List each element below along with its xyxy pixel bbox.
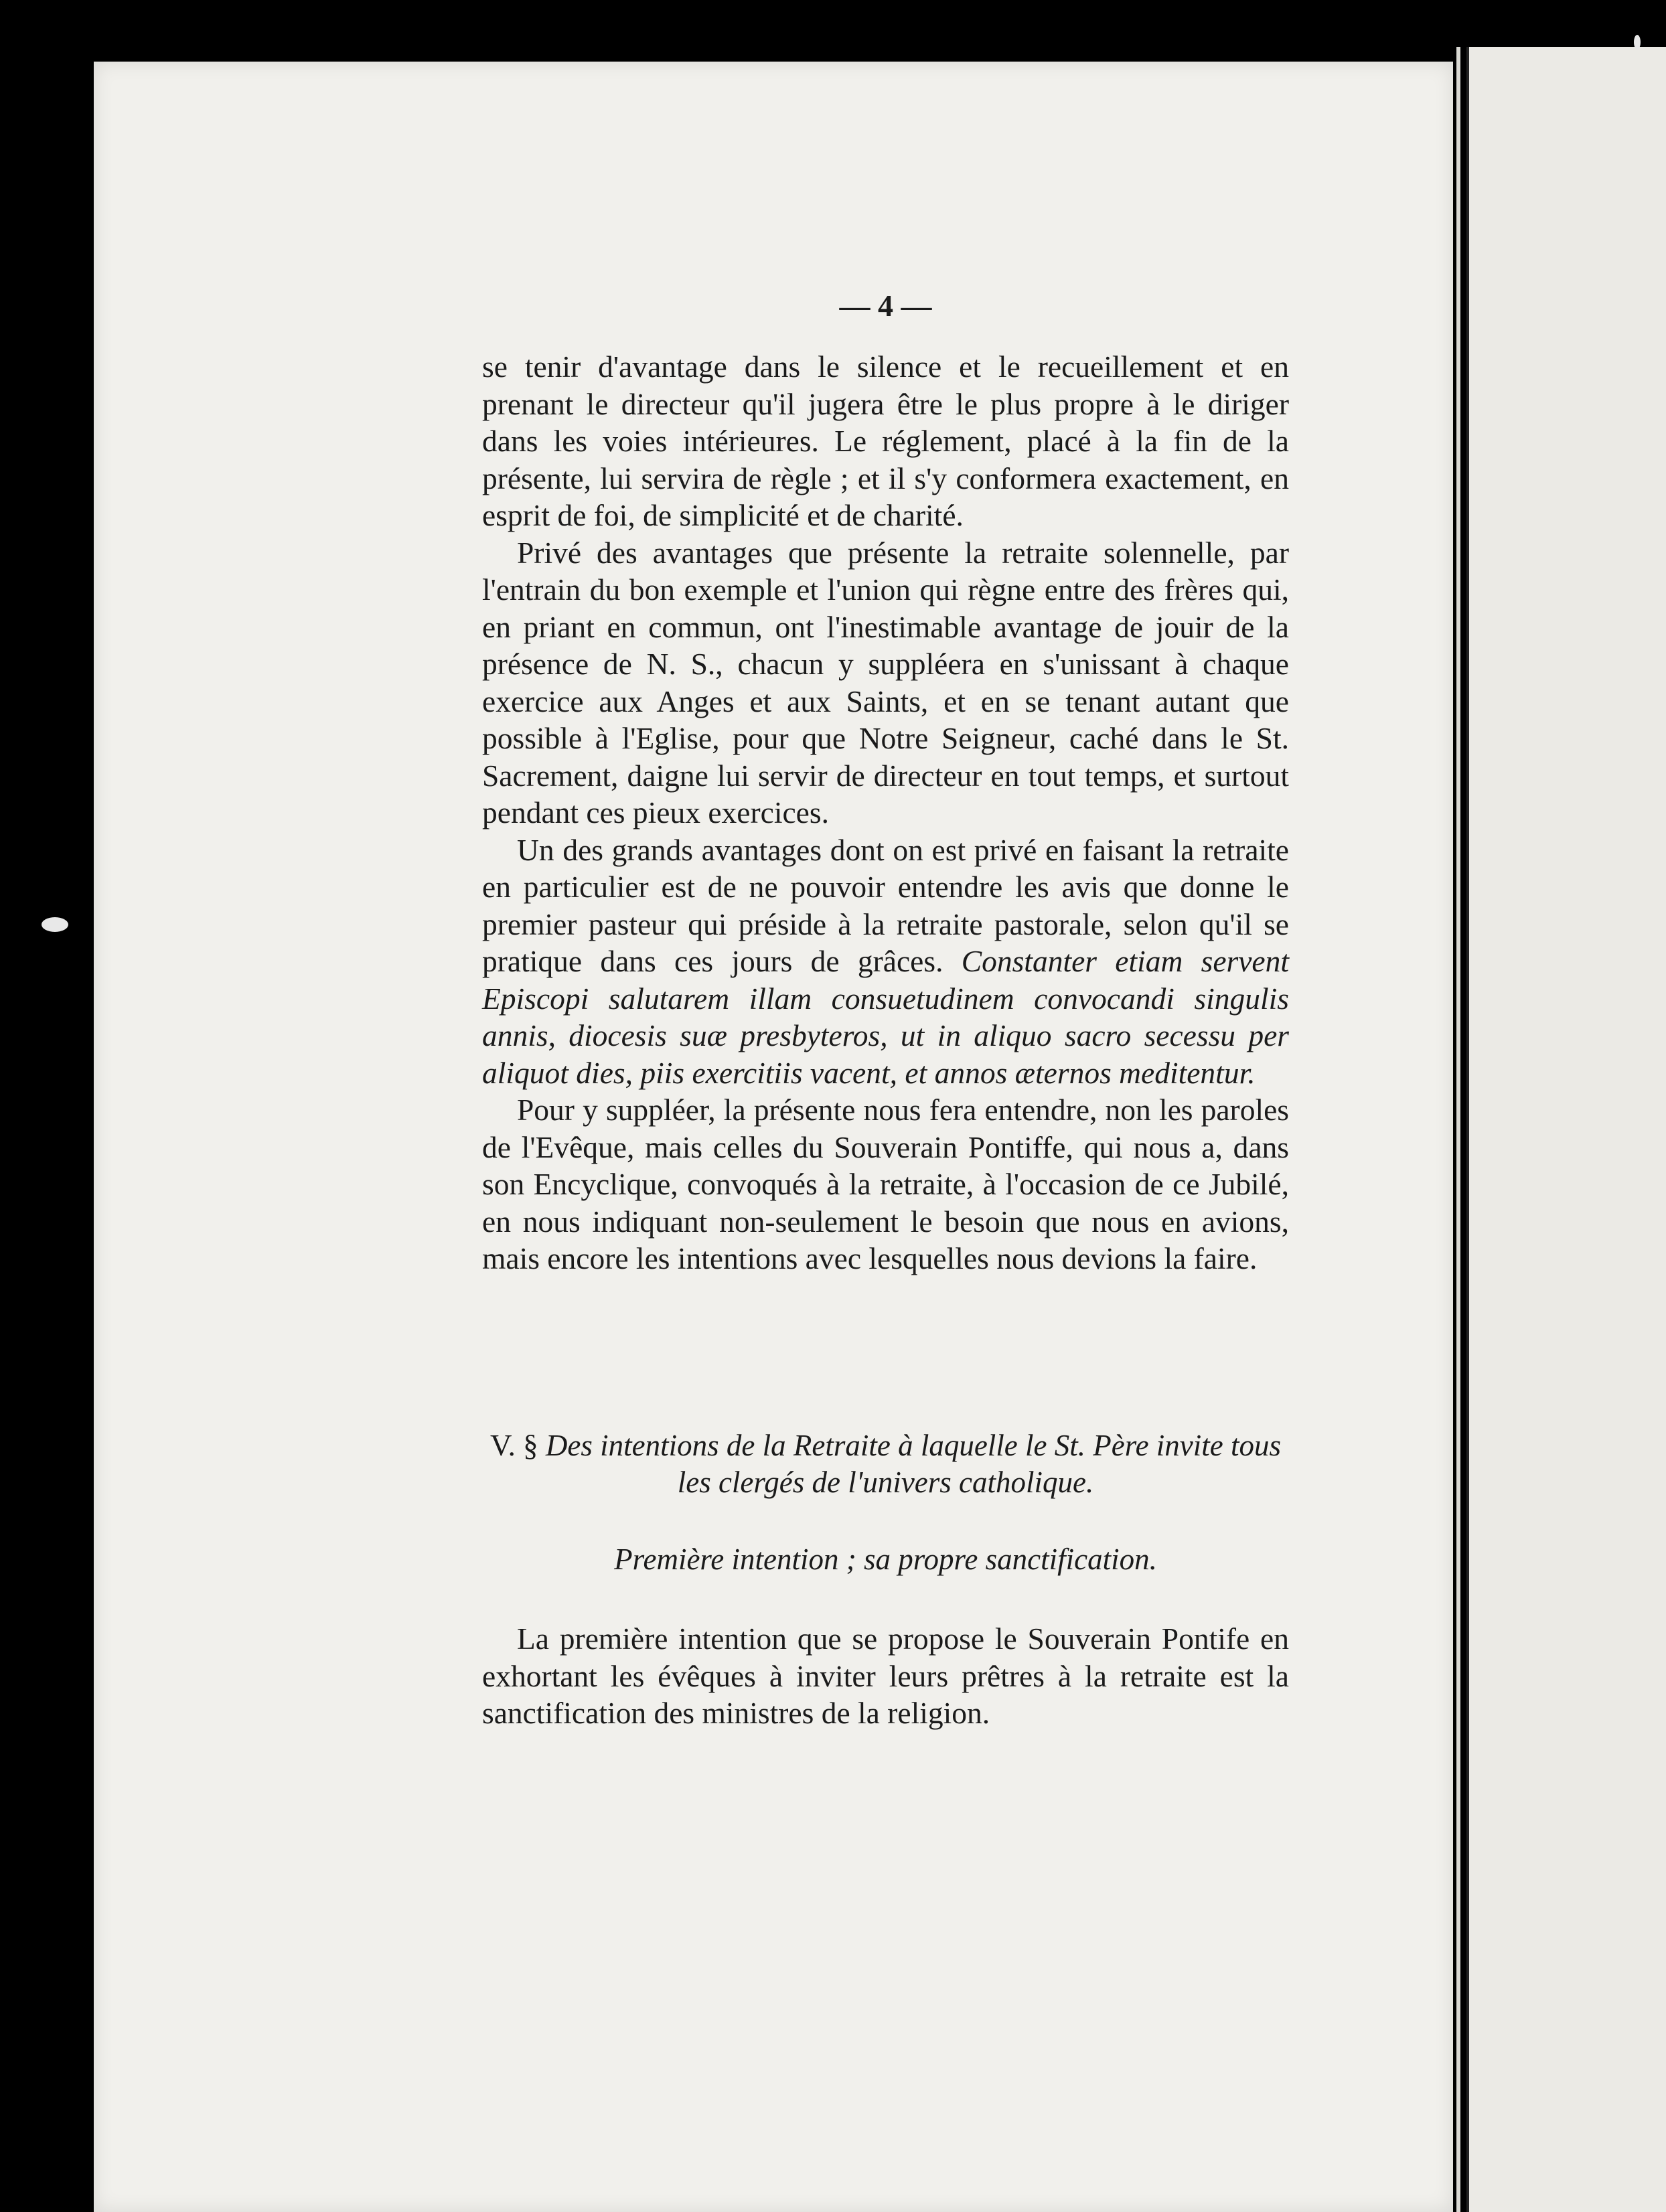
paragraph: La première intention que se propose le Souverain Pontife en exhortant les évêques à inviter leurs prêtres à la retraite est la sanctification des ministres de la religion.: [482, 1622, 1289, 1730]
page-number: — 4 —: [839, 289, 932, 323]
scan-speck: [42, 917, 68, 932]
scan-speck: [1634, 35, 1641, 50]
paragraph: se tenir d'avantage dans le silence et le recueillement et en prenant le directeur qu'il jugera être le plus propre à le diriger dans les voies intérieures. Le réglement, placé à la fin de la présente, lui servira de règle ; et il s'y conformera exactement, en esprit de foi, de simplicité et de charité.: [482, 349, 1289, 532]
section-text: [482, 1620, 1289, 1732]
section-number: V. §: [489, 1429, 538, 1462]
paragraph: [482, 832, 1289, 1092]
adjacent-page: [1466, 47, 1666, 2212]
main-text: [482, 348, 1289, 1277]
section-heading: [482, 1427, 1289, 1501]
paragraph: Pour y suppléer, la présente nous fera entendre, non les paroles de l'Evêque, mais celles du Souverain Pontiffe, qui nous a, dans son Encyclique, convoqués à la retraite, à l'occasion de ce Jubilé, en nous indiquant non-seulement le besoin que nous en avions, mais encore les intentions avec lesquelles nous devions la faire.: [482, 1093, 1289, 1275]
section-subheading: Première intention ; sa propre sanctification.: [614, 1543, 1157, 1576]
page-edge: [1456, 47, 1460, 2212]
section-title: Des intentions de la Retraite à laquelle le St. Père invite tous les clergés de l'univers catholique.: [545, 1429, 1282, 1499]
paragraph: Privé des avantages que présente la retraite solennelle, par l'entrain du bon exemple et l'union qui règne entre des frères qui, en priant en commun, ont l'inestimable avantage de jouir de la présence de N. S., chacun y suppléera en s'unissant à chaque exercice aux Anges et aux Saints, et en se tenant autant que possible à l'Eglise, pour que Notre Seigneur, caché dans le St. Sacrement, daigne lui servir de directeur en tout temps, et surtout pendant ces pieux exercices.: [482, 535, 1289, 830]
paragraph-text: Un des grands avantages dont on est privé en faisant la retraite en particulier est de ne pouvoir entendre les avis que donne le premier pasteur qui préside à la retraite pastorale, selon qu'il se pratique dans ces jours de grâces.: [482, 832, 1289, 978]
latin-quotation: Constanter etiam servent Episcopi salutarem illam consuetudinem convocandi singulis annis, diocesis suæ presbyteros, ut in aliquo sacro secessu per aliquot dies, piis exercitiis vacent, et annos æternos meditentur.: [482, 944, 1290, 1090]
